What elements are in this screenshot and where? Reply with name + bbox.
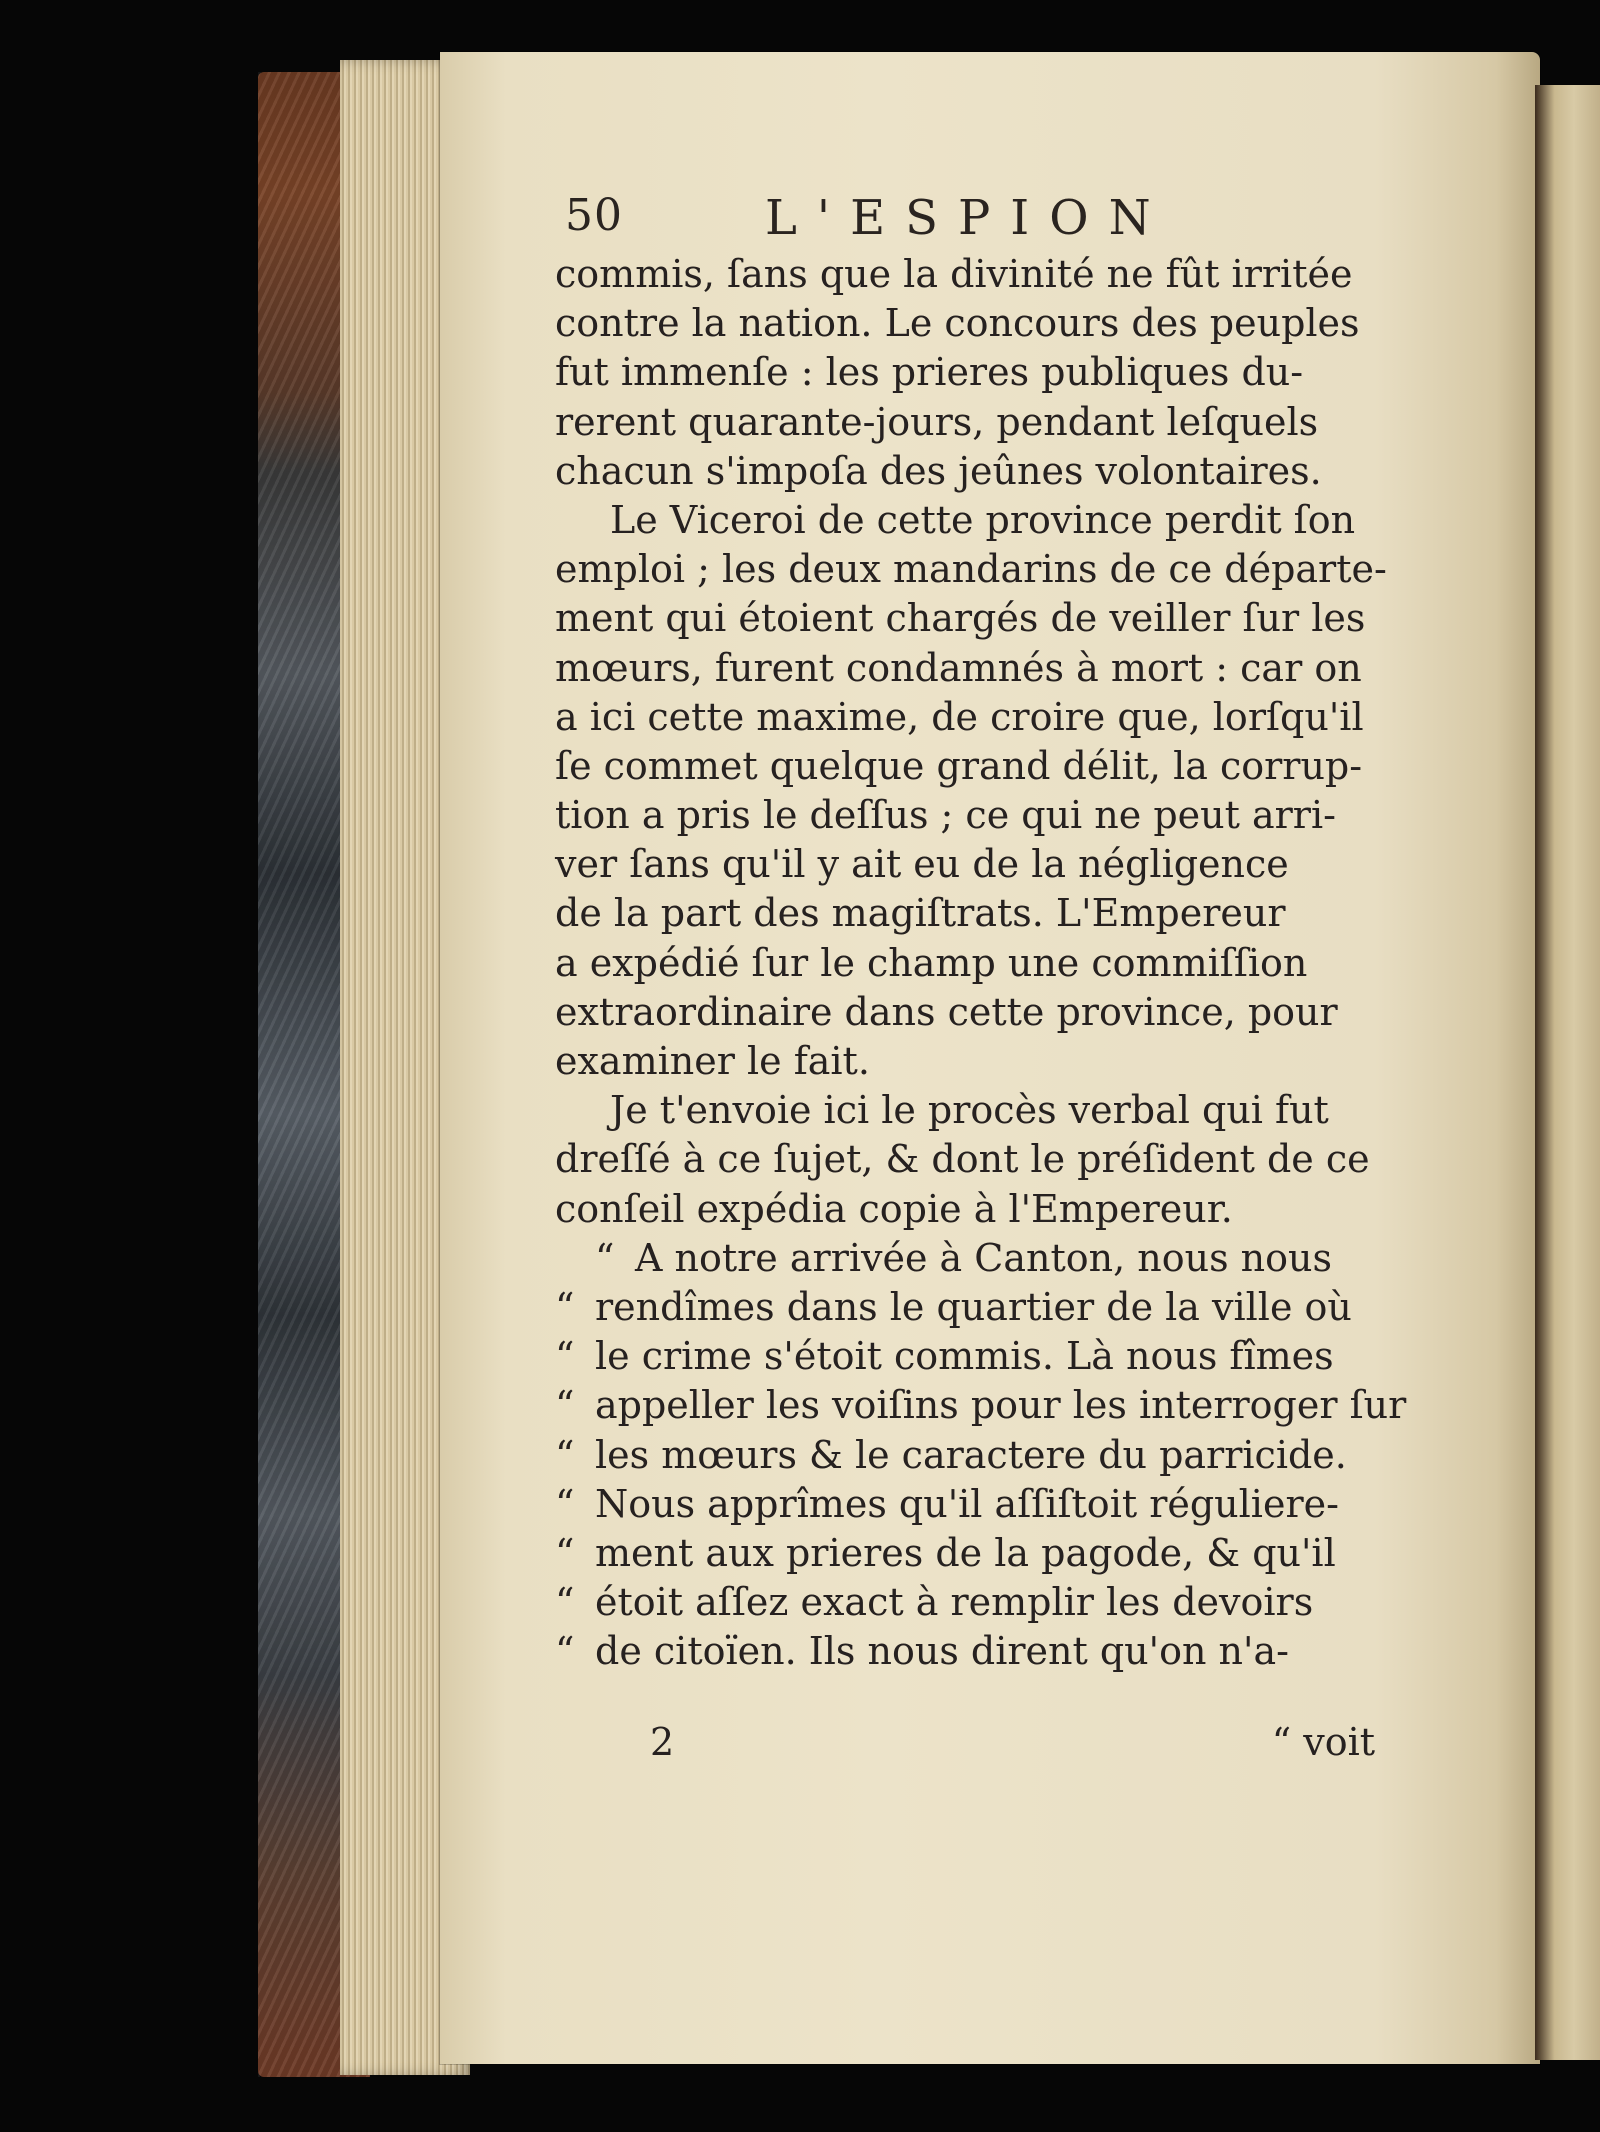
page-number: 50 [565, 190, 623, 241]
text-line: a ici cette maxime, de croire que, lorſqu'il [555, 694, 1364, 739]
text-line: Le Viceroi de cette province perdit ſon [610, 497, 1356, 542]
quoted-line [555, 1627, 1375, 1676]
text-line: Je t'envoie ici le procès verbal qui fut [610, 1088, 1329, 1133]
quote-mark: “ [555, 1432, 575, 1477]
quote-mark: “ [555, 1629, 575, 1674]
text-line: examiner le fait. [555, 1039, 870, 1083]
quote-mark: “ [555, 1284, 575, 1329]
text-line: extraordinaire dans cette province, pour [555, 989, 1338, 1034]
text-line: commis, ſans que la divinité ne fût irritée [555, 252, 1353, 296]
quoted-line [555, 1480, 1375, 1529]
quoted-text: Nous apprîmes qu'il aſſiſtoit réguliere- [595, 1481, 1339, 1526]
text-line: fut immenſe : les prieres publiques du- [555, 350, 1304, 395]
quoted-line [555, 1381, 1407, 1430]
quoted-line [555, 1529, 1375, 1578]
quote-mark: “ [555, 1481, 575, 1526]
quoted-text: étoit aſſez exact à remplir les devoirs [595, 1580, 1314, 1625]
quoted-text: appeller les voiſins pour les interroger ſur [595, 1383, 1407, 1428]
quote-mark: “ [595, 1235, 615, 1280]
quoted-text: ment aux prieres de la pagode, & qu'il [595, 1530, 1336, 1575]
quoted-line [555, 1234, 1375, 1283]
text-line: ver ſans qu'il y ait eu de la négligence [555, 842, 1289, 887]
text-line: emploi ; les deux mandarins de ce départe- [555, 547, 1387, 592]
quoted-line [555, 1578, 1375, 1627]
quote-mark: “ [555, 1580, 575, 1625]
text-line: mœurs, furent condamnés à mort : car on [555, 645, 1362, 690]
quote-mark: “ [555, 1334, 575, 1379]
text-line: rerent quarante-jours, pendant leſquels [555, 399, 1319, 444]
facing-page-edge [1535, 85, 1600, 2060]
quoted-text: de citoïen. Ils nous dirent qu'on n'a- [595, 1629, 1289, 1674]
text-line: tion a pris le deſſus ; ce qui ne peut arri- [555, 793, 1336, 838]
page-header [565, 190, 1215, 250]
running-title: L'ESPION [765, 190, 1171, 246]
quoted-line [555, 1332, 1375, 1381]
page-footer [555, 1720, 1375, 1770]
catchword: “ voit [1271, 1720, 1375, 1764]
quote-mark: “ [555, 1383, 575, 1428]
quoted-text: A notre arrivée à Canton, nous nous [635, 1235, 1332, 1280]
quoted-line [555, 1431, 1375, 1480]
text-line: a expédié ſur le champ une commiſſion [555, 940, 1308, 985]
text-line: ment qui étoient chargés de veiller ſur les [555, 596, 1366, 641]
body-text [555, 250, 1407, 1676]
quote-mark: “ [555, 1530, 575, 1575]
signature-mark: 2 [650, 1720, 675, 1764]
text-line: conſeil expédia copie à l'Empereur. [555, 1186, 1233, 1231]
text-line: de la part des magiſtrats. L'Empereur [555, 891, 1286, 936]
text-line: contre la nation. Le concours des peuples [555, 301, 1360, 346]
text-line: dreſſé à ce ſujet, & dont le préſident de ce [555, 1137, 1370, 1182]
quoted-text: rendîmes dans le quartier de la ville où [595, 1284, 1352, 1329]
quoted-text: le crime s'étoit commis. Là nous fîmes [595, 1334, 1334, 1379]
quoted-line [555, 1283, 1375, 1332]
text-line: chacun s'impoſa des jeûnes volontaires. [555, 448, 1322, 493]
text-line: ſe commet quelque grand délit, la corrup- [555, 743, 1363, 788]
quoted-text: les mœurs & le caractere du parricide. [595, 1432, 1347, 1477]
